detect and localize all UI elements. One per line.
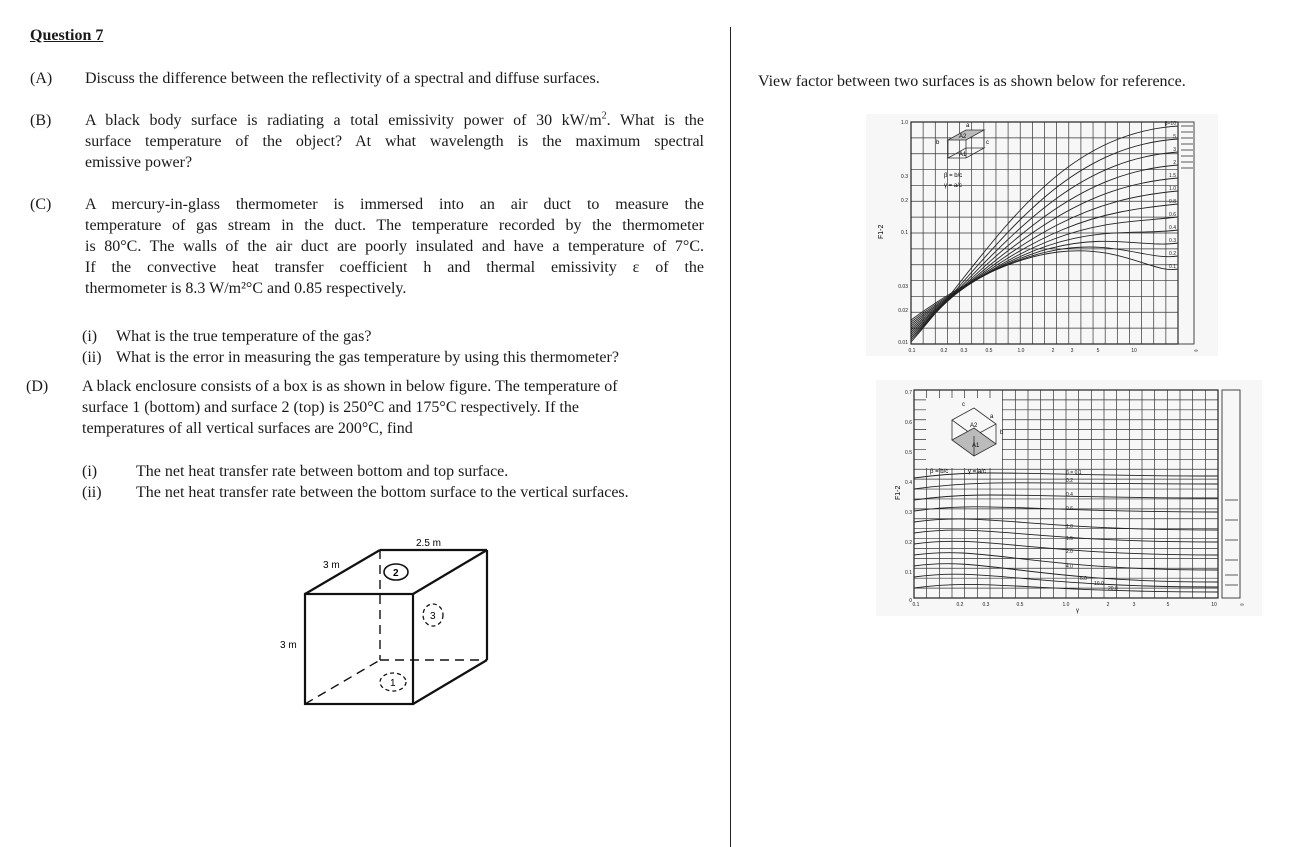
part-d-sub-i-text: The net heat transfer rate between bottom and top surface. xyxy=(136,463,509,480)
part-d-line-3: temperatures of all vertical surfaces are 200°C, find xyxy=(82,420,413,437)
c1-ylabel: F1-2 xyxy=(878,224,885,239)
surface-1-label: 1 xyxy=(390,678,396,689)
c1-xtick: ∞ xyxy=(1194,348,1198,354)
c1-inset-b: b xyxy=(936,140,940,146)
view-factor-chart-1 xyxy=(866,114,1218,356)
c2-xtick: 2 xyxy=(1106,602,1110,608)
c2-curve-label: 1.5 xyxy=(1066,536,1073,542)
part-d-line-2: surface 1 (bottom) and surface 2 (top) is 250°C and 175°C respectively. If the xyxy=(82,399,579,416)
part-d-line-1: A black enclosure consists of a box is as shown in below figure. The temperature of xyxy=(82,378,618,395)
part-c-line-1: A mercury-in-glass thermometer is immersed into an air duct to measure the xyxy=(85,196,704,213)
surface-3-label: 3 xyxy=(430,611,436,622)
c2-curve-label: 0.4 xyxy=(1066,492,1073,498)
c1-curve-label: 1.0 xyxy=(1169,186,1176,192)
c2-inset-b: b xyxy=(1000,430,1004,436)
c1-ytick: 0.1 xyxy=(901,230,908,236)
box-depth-label: 3 m xyxy=(323,560,340,571)
c2-xtick: 0.5 xyxy=(1016,602,1024,608)
c1-curve-label: 0.4 xyxy=(1169,225,1176,231)
c1-inset-gamma: γ = a/c xyxy=(944,183,962,189)
part-c-label: (C) xyxy=(30,196,52,213)
c1-curve-label: β=10 xyxy=(1164,121,1176,127)
c1-curve-label: 3 xyxy=(1173,147,1176,153)
c1-xtick: 0.3 xyxy=(960,348,968,354)
c2-inset-beta: β = b/c xyxy=(930,469,949,475)
c1-curve-label: 0.2 xyxy=(1169,251,1176,257)
c2-curve-label: 6.0 xyxy=(1080,576,1087,582)
part-c-sub-i-text: What is the true temperature of the gas? xyxy=(116,328,372,345)
c1-inset-beta: β = b/c xyxy=(944,173,963,179)
c1-xtick: 2 xyxy=(1051,348,1055,354)
c2-inset-a2: A2 xyxy=(970,423,978,429)
c2-xtick: 1.0 xyxy=(1062,602,1070,608)
part-d-sub-ii-label: (ii) xyxy=(82,484,102,501)
c2-xtick: 3 xyxy=(1132,602,1136,608)
part-c-sub-ii-label: (ii) xyxy=(82,349,102,366)
c2-xtick: 0.1 xyxy=(912,602,920,608)
c1-ytick: 0.2 xyxy=(901,198,908,204)
part-b-line-3: emissive power? xyxy=(85,154,193,171)
c1-ytick: 0.3 xyxy=(901,174,908,180)
surface-2-label: 2 xyxy=(393,568,399,579)
c2-xtick: ∞ xyxy=(1240,602,1244,608)
c1-inset-a: a xyxy=(966,123,970,129)
c2-curve-label: β = 0.1 xyxy=(1066,470,1082,476)
c2-inset-gamma: γ = a/c xyxy=(968,469,986,475)
c1-curve-label: 0.1 xyxy=(1169,264,1176,270)
c2-ytick: 0.2 xyxy=(905,540,912,546)
c1-ytick: 0.03 xyxy=(898,284,908,290)
part-b-line-1: A black body surface is radiating a total emissivity power of 30 $kW/m^2$. What is the xyxy=(85,110,705,129)
part-a-label: (A) xyxy=(30,70,53,87)
part-b-line-2: surface temperature of the object? At what wavelength is the maximum spectral xyxy=(85,133,704,150)
c1-ytick: 0.01 xyxy=(898,340,908,346)
c1-curve-label: 2 xyxy=(1173,160,1176,166)
c2-ytick: 0.1 xyxy=(905,570,912,576)
c1-ytick: 0.02 xyxy=(898,308,908,314)
c2-ytick: 0.5 xyxy=(905,450,912,456)
c1-xtick: 0.5 xyxy=(985,348,993,354)
part-c-sub-i-label: (i) xyxy=(82,328,98,345)
part-d-sub-i-label: (i) xyxy=(82,463,98,480)
c1-curve-label: 0.8 xyxy=(1169,199,1176,205)
part-c-line-5: thermometer is 8.3 W/m²°C and 0.85 respectively. xyxy=(85,280,407,297)
c2-ytick: 0.3 xyxy=(905,510,912,516)
part-c-line-4: If the convective heat transfer coefficient h and thermal emissivity ε of the xyxy=(85,259,704,276)
part-c-line-3: is 80°C. The walls of the air duct are poorly insulated and have a temperature of 7°C. xyxy=(85,238,704,255)
c1-xtick: 0.2 xyxy=(940,348,948,354)
c2-ytick: 0.6 xyxy=(905,420,912,426)
reference-intro: View factor between two surfaces is as shown below for reference. xyxy=(758,73,1186,90)
c1-xtick: 1.0 xyxy=(1017,348,1025,354)
c2-ytick: 0.4 xyxy=(905,480,912,486)
box-height-label: 3 m xyxy=(280,640,297,651)
part-c-sub-ii-text: What is the error in measuring the gas temperature by using this thermometer? xyxy=(116,349,619,366)
question-title: Question 7 xyxy=(30,27,104,44)
column-divider xyxy=(730,27,731,847)
c2-curve-label: 2.0 xyxy=(1066,549,1073,555)
c2-xtick: 0.2 xyxy=(956,602,964,608)
c1-curve-label: 5 xyxy=(1173,134,1176,140)
c2-xtick: 10 xyxy=(1211,602,1217,608)
c2-curve-label: 1.0 xyxy=(1066,524,1073,530)
c1-curve-label: 0.6 xyxy=(1169,212,1176,218)
c1-xtick: 0.1 xyxy=(908,348,916,354)
c1-inset-c: c xyxy=(986,140,989,146)
view-factor-chart-2 xyxy=(876,380,1262,616)
part-d-label: (D) xyxy=(26,378,49,395)
c1-xtick: 10 xyxy=(1131,348,1137,354)
c1-curve-label: 0.3 xyxy=(1169,238,1176,244)
c2-curve-label: 20.0 xyxy=(1108,586,1118,592)
c2-xtick: 5 xyxy=(1166,602,1170,608)
c2-ylabel: F1-2 xyxy=(895,485,902,500)
c2-curve-label: 0.6 xyxy=(1066,506,1073,512)
c2-inset-a1: A1 xyxy=(972,443,980,449)
c2-inset-a: a xyxy=(990,414,994,420)
part-c-line-2: temperature of gas stream in the duct. The temperature recorded by the thermometer xyxy=(85,217,704,234)
c1-xtick: 3 xyxy=(1070,348,1074,354)
c2-inset-c: c xyxy=(962,402,965,408)
c2-curve-label: 10.0 xyxy=(1094,581,1104,587)
c2-ytick: 0 xyxy=(909,598,912,604)
c2-xtick: 0.3 xyxy=(982,602,990,608)
c2-ytick: 0.7 xyxy=(905,390,912,396)
box-width-label: 2.5 m xyxy=(416,538,442,549)
part-d-sub-ii-text: The net heat transfer rate between the bottom surface to the vertical surfaces. xyxy=(136,484,629,501)
c1-inset-a2: A2 xyxy=(959,134,967,140)
c2-xlabel: γ xyxy=(1076,608,1079,614)
part-a-text: Discuss the difference between the reflectivity of a spectral and diffuse surfaces. xyxy=(85,70,600,87)
enclosure-box-figure xyxy=(270,530,510,715)
c1-ytick: 1.0 xyxy=(901,120,908,126)
c1-inset-a1: A1 xyxy=(959,152,967,158)
c2-curve-label: 0.2 xyxy=(1066,478,1073,484)
c2-curve-label: 4.0 xyxy=(1066,564,1073,570)
part-b-label: (B) xyxy=(30,112,52,129)
c1-xtick: 5 xyxy=(1096,348,1100,354)
c1-curve-label: 1.5 xyxy=(1169,173,1176,179)
